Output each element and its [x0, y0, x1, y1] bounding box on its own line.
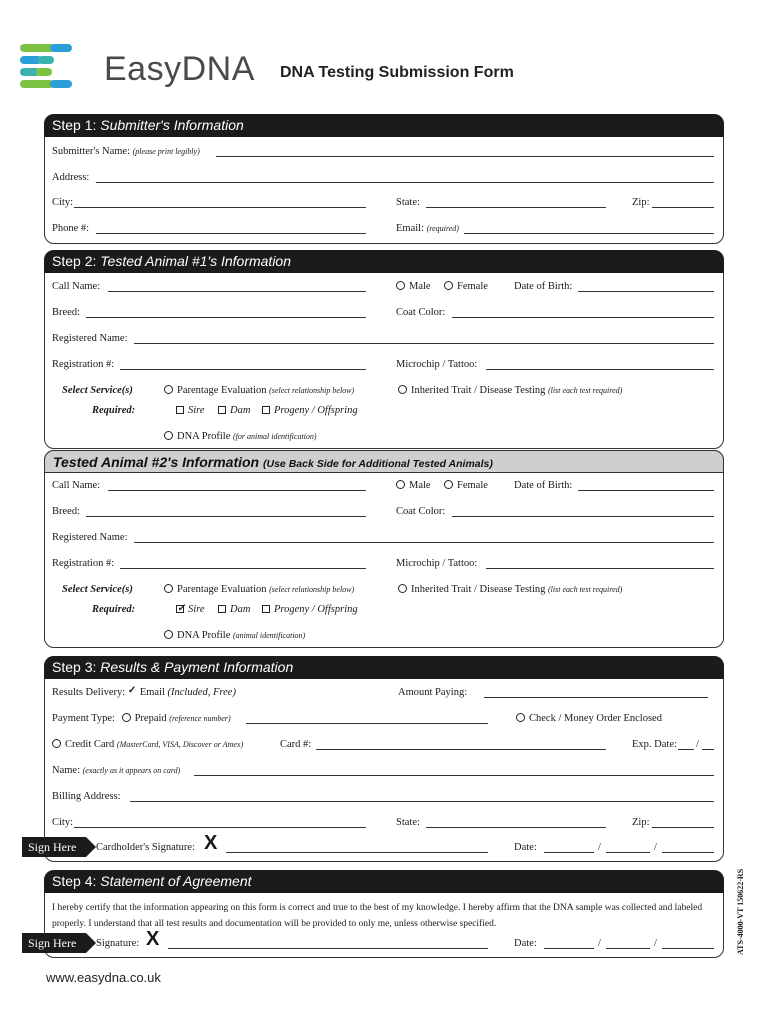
male-radio[interactable]	[396, 281, 405, 290]
cardholder-signature-field[interactable]	[226, 842, 488, 853]
dam-label: Dam	[230, 405, 251, 416]
submitter-name-label: Submitter's Name:	[52, 146, 131, 157]
step4-title: Statement of Agreement	[100, 873, 252, 889]
required-label: Required:	[92, 405, 136, 416]
female-radio[interactable]	[444, 281, 453, 290]
sign-here-tag-2: Sign Here	[22, 933, 86, 953]
profile-hint-2: (animal identification)	[233, 631, 306, 640]
payment-type-label: Payment Type:	[52, 713, 115, 724]
parentage-radio-2[interactable]	[164, 584, 173, 593]
phone-label: Phone #:	[52, 223, 90, 234]
male-label-2: Male	[409, 480, 431, 491]
prepaid-radio[interactable]	[122, 713, 131, 722]
dob-label-2: Date of Birth:	[514, 480, 573, 491]
delivery-value: Email	[139, 687, 165, 698]
submitter-name-hint: (please print legibly)	[132, 147, 200, 156]
sig-date-sep-1: /	[598, 938, 601, 949]
card-date-year[interactable]	[662, 842, 714, 853]
billing-city-label: City:	[52, 817, 74, 828]
step2-title-prefix: Step 2:	[52, 253, 101, 269]
inherited-label-2: Inherited Trait / Disease Testing	[411, 584, 546, 595]
select-services-label: Select Service(s)	[62, 385, 133, 396]
reg-num-label-2: Registration #:	[52, 558, 115, 569]
step2-section	[44, 250, 724, 449]
sign-here-tag: Sign Here	[22, 837, 86, 857]
call-name-field-2[interactable]	[108, 480, 366, 491]
microchip-label-2: Microchip / Tattoo:	[396, 558, 478, 569]
female-label-2: Female	[457, 480, 488, 491]
male-radio-2[interactable]	[396, 480, 405, 489]
city-field[interactable]	[74, 197, 366, 208]
reg-name-label-2: Registered Name:	[52, 532, 128, 543]
call-name-label-2: Call Name:	[52, 480, 101, 491]
step1-title: Submitter's Information	[100, 117, 244, 133]
submitter-name-field[interactable]	[216, 146, 714, 157]
cardholder-label: Cardholder's Signature:	[96, 842, 195, 853]
signature-field[interactable]	[168, 938, 488, 949]
email-delivery-checkbox[interactable]	[128, 688, 136, 696]
parentage-label: Parentage Evaluation	[177, 385, 267, 396]
card-label: Card #:	[280, 739, 312, 750]
step1-header	[44, 114, 724, 137]
agreement-statement: I hereby certify that the information appearing on this form is correct and true to the best of my knowledge. I hereby affirm that the DNA sample was collected and labeled properly. I understand that all test results and documentation will be provided to only me, unless otherwise specified.	[52, 903, 703, 929]
reg-name-field[interactable]	[134, 333, 714, 344]
coat-label: Coat Color:	[396, 307, 446, 318]
reg-num-field[interactable]	[120, 359, 366, 370]
email-hint: (required)	[426, 224, 459, 233]
reg-name-field-2[interactable]	[134, 532, 714, 543]
billing-state-field[interactable]	[426, 817, 606, 828]
breed-label: Breed:	[52, 307, 80, 318]
breed-field[interactable]	[86, 307, 366, 318]
profile-label: DNA Profile	[177, 431, 231, 442]
exp-label: Exp. Date:	[632, 739, 677, 750]
credit-radio[interactable]	[52, 739, 61, 748]
dob-field-2[interactable]	[578, 480, 714, 491]
parentage-radio[interactable]	[164, 385, 173, 394]
dam-checkbox-2[interactable]	[218, 605, 226, 613]
male-label: Male	[409, 281, 431, 292]
sig-date-year[interactable]	[662, 938, 714, 949]
inherited-hint-2: (list each test required)	[548, 585, 623, 594]
amount-field[interactable]	[484, 687, 708, 698]
card-date-sep-2: /	[654, 842, 657, 853]
female-label: Female	[457, 281, 488, 292]
inherited-radio-2[interactable]	[398, 584, 407, 593]
profile-radio-2[interactable]	[164, 630, 173, 639]
coat-label-2: Coat Color:	[396, 506, 446, 517]
billing-zip-label: Zip:	[632, 817, 650, 828]
form-code: ATS-4000-VT 150622-RS	[736, 868, 745, 955]
parentage-hint: (select relationship below)	[269, 386, 355, 395]
billing-zip-field[interactable]	[652, 817, 714, 828]
prepaid-field[interactable]	[246, 713, 488, 724]
reg-num-field-2[interactable]	[120, 558, 366, 569]
call-name-label: Call Name:	[52, 281, 101, 292]
step2-header	[44, 250, 724, 273]
dam-label-2: Dam	[230, 604, 251, 615]
card-date-label: Date:	[514, 842, 537, 853]
animal2-title: Tested Animal #2's Information	[53, 454, 260, 470]
brand-name: EasyDNA	[104, 50, 255, 88]
card-date-day[interactable]	[606, 842, 650, 853]
female-radio-2[interactable]	[444, 480, 453, 489]
address-label: Address:	[52, 172, 90, 183]
credit-hint: (MasterCard, VISA, Discover or Amex)	[116, 740, 244, 749]
zip-label: Zip:	[632, 197, 650, 208]
check-label: Check / Money Order Enclosed	[529, 713, 662, 724]
profile-radio[interactable]	[164, 431, 173, 440]
exp-month-field[interactable]	[678, 739, 694, 750]
breed-label-2: Breed:	[52, 506, 80, 517]
delivery-label: Results Delivery:	[52, 687, 126, 698]
select-services-label-2: Select Service(s)	[62, 584, 133, 595]
parentage-hint-2: (select relationship below)	[269, 585, 355, 594]
address-field[interactable]	[96, 172, 714, 183]
sig-date-sep-2: /	[654, 938, 657, 949]
card-field[interactable]	[316, 739, 606, 750]
sig-date-month[interactable]	[544, 938, 594, 949]
billing-state-label: State:	[396, 817, 420, 828]
call-name-field[interactable]	[108, 281, 366, 292]
amount-label: Amount Paying:	[398, 687, 468, 698]
parentage-label-2: Parentage Evaluation	[177, 584, 267, 595]
microchip-field-2[interactable]	[486, 558, 714, 569]
step3-title-prefix: Step 3:	[52, 659, 101, 675]
reg-name-label: Registered Name:	[52, 333, 128, 344]
microchip-label: Microchip / Tattoo:	[396, 359, 478, 370]
coat-field-2[interactable]	[452, 506, 714, 517]
animal2-header	[44, 450, 724, 473]
sign-x-mark: X	[204, 832, 218, 854]
email-label: Email:	[396, 223, 424, 234]
profile-hint: (for animal identification)	[233, 432, 317, 441]
email-field[interactable]	[464, 223, 714, 234]
required-label-2: Required:	[92, 604, 136, 615]
card-date-sep-1: /	[598, 842, 601, 853]
progeny-checkbox[interactable]	[262, 406, 270, 414]
exp-year-field[interactable]	[702, 739, 714, 750]
breed-field-2[interactable]	[86, 506, 366, 517]
credit-label: Credit Card	[65, 739, 115, 750]
progeny-checkbox-2[interactable]	[262, 605, 270, 613]
dob-field[interactable]	[578, 281, 714, 292]
inherited-label: Inherited Trait / Disease Testing	[411, 385, 546, 396]
dob-label: Date of Birth:	[514, 281, 573, 292]
billing-field[interactable]	[130, 791, 714, 802]
zip-field[interactable]	[652, 197, 714, 208]
sign-x-mark-2: X	[146, 928, 160, 950]
state-label: State:	[396, 197, 420, 208]
cardname-hint: (exactly as it appears on card)	[82, 766, 181, 775]
sig-date-day[interactable]	[606, 938, 650, 949]
sire-checkbox[interactable]	[176, 406, 184, 414]
reg-num-label: Registration #:	[52, 359, 115, 370]
coat-field[interactable]	[452, 307, 714, 318]
cardname-label: Name:	[52, 765, 80, 776]
prepaid-hint: (reference number)	[169, 714, 231, 723]
phone-field[interactable]	[96, 223, 366, 234]
progeny-label-2: Progeny / Offspring	[274, 604, 358, 615]
sig-date-label: Date:	[514, 938, 537, 949]
prepaid-label: Prepaid	[134, 713, 167, 724]
step4-title-prefix: Step 4:	[52, 873, 101, 889]
profile-label-2: DNA Profile	[177, 630, 231, 641]
form-title: DNA Testing Submission Form	[280, 64, 514, 81]
city-label: City:	[52, 197, 74, 208]
delivery-note: (Included, Free)	[167, 687, 236, 698]
exp-separator: /	[696, 739, 699, 750]
sire-label: Sire	[188, 405, 205, 416]
animal2-note: (Use Back Side for Additional Tested Animals)	[263, 458, 493, 470]
dam-checkbox[interactable]	[218, 406, 226, 414]
signature-label: Signature:	[96, 938, 140, 949]
billing-label: Billing Address:	[52, 791, 121, 802]
billing-city-field[interactable]	[74, 817, 366, 828]
inherited-hint: (list each test required)	[548, 386, 623, 395]
microchip-field[interactable]	[486, 359, 714, 370]
progeny-label: Progeny / Offspring	[274, 405, 358, 416]
step4-header	[44, 870, 724, 893]
step3-title: Results & Payment Information	[100, 659, 294, 675]
cardname-field[interactable]	[194, 765, 714, 776]
sire-label-2: Sire	[188, 604, 205, 615]
state-field[interactable]	[426, 197, 606, 208]
step2-title: Tested Animal #1's Information	[100, 253, 292, 269]
inherited-radio[interactable]	[398, 385, 407, 394]
step3-header	[44, 656, 724, 679]
step1-title-prefix: Step 1:	[52, 117, 101, 133]
website-link[interactable]: www.easydna.co.uk	[46, 970, 161, 985]
check-radio[interactable]	[516, 713, 525, 722]
card-date-month[interactable]	[544, 842, 594, 853]
sire-checkbox-2[interactable]	[176, 605, 184, 613]
